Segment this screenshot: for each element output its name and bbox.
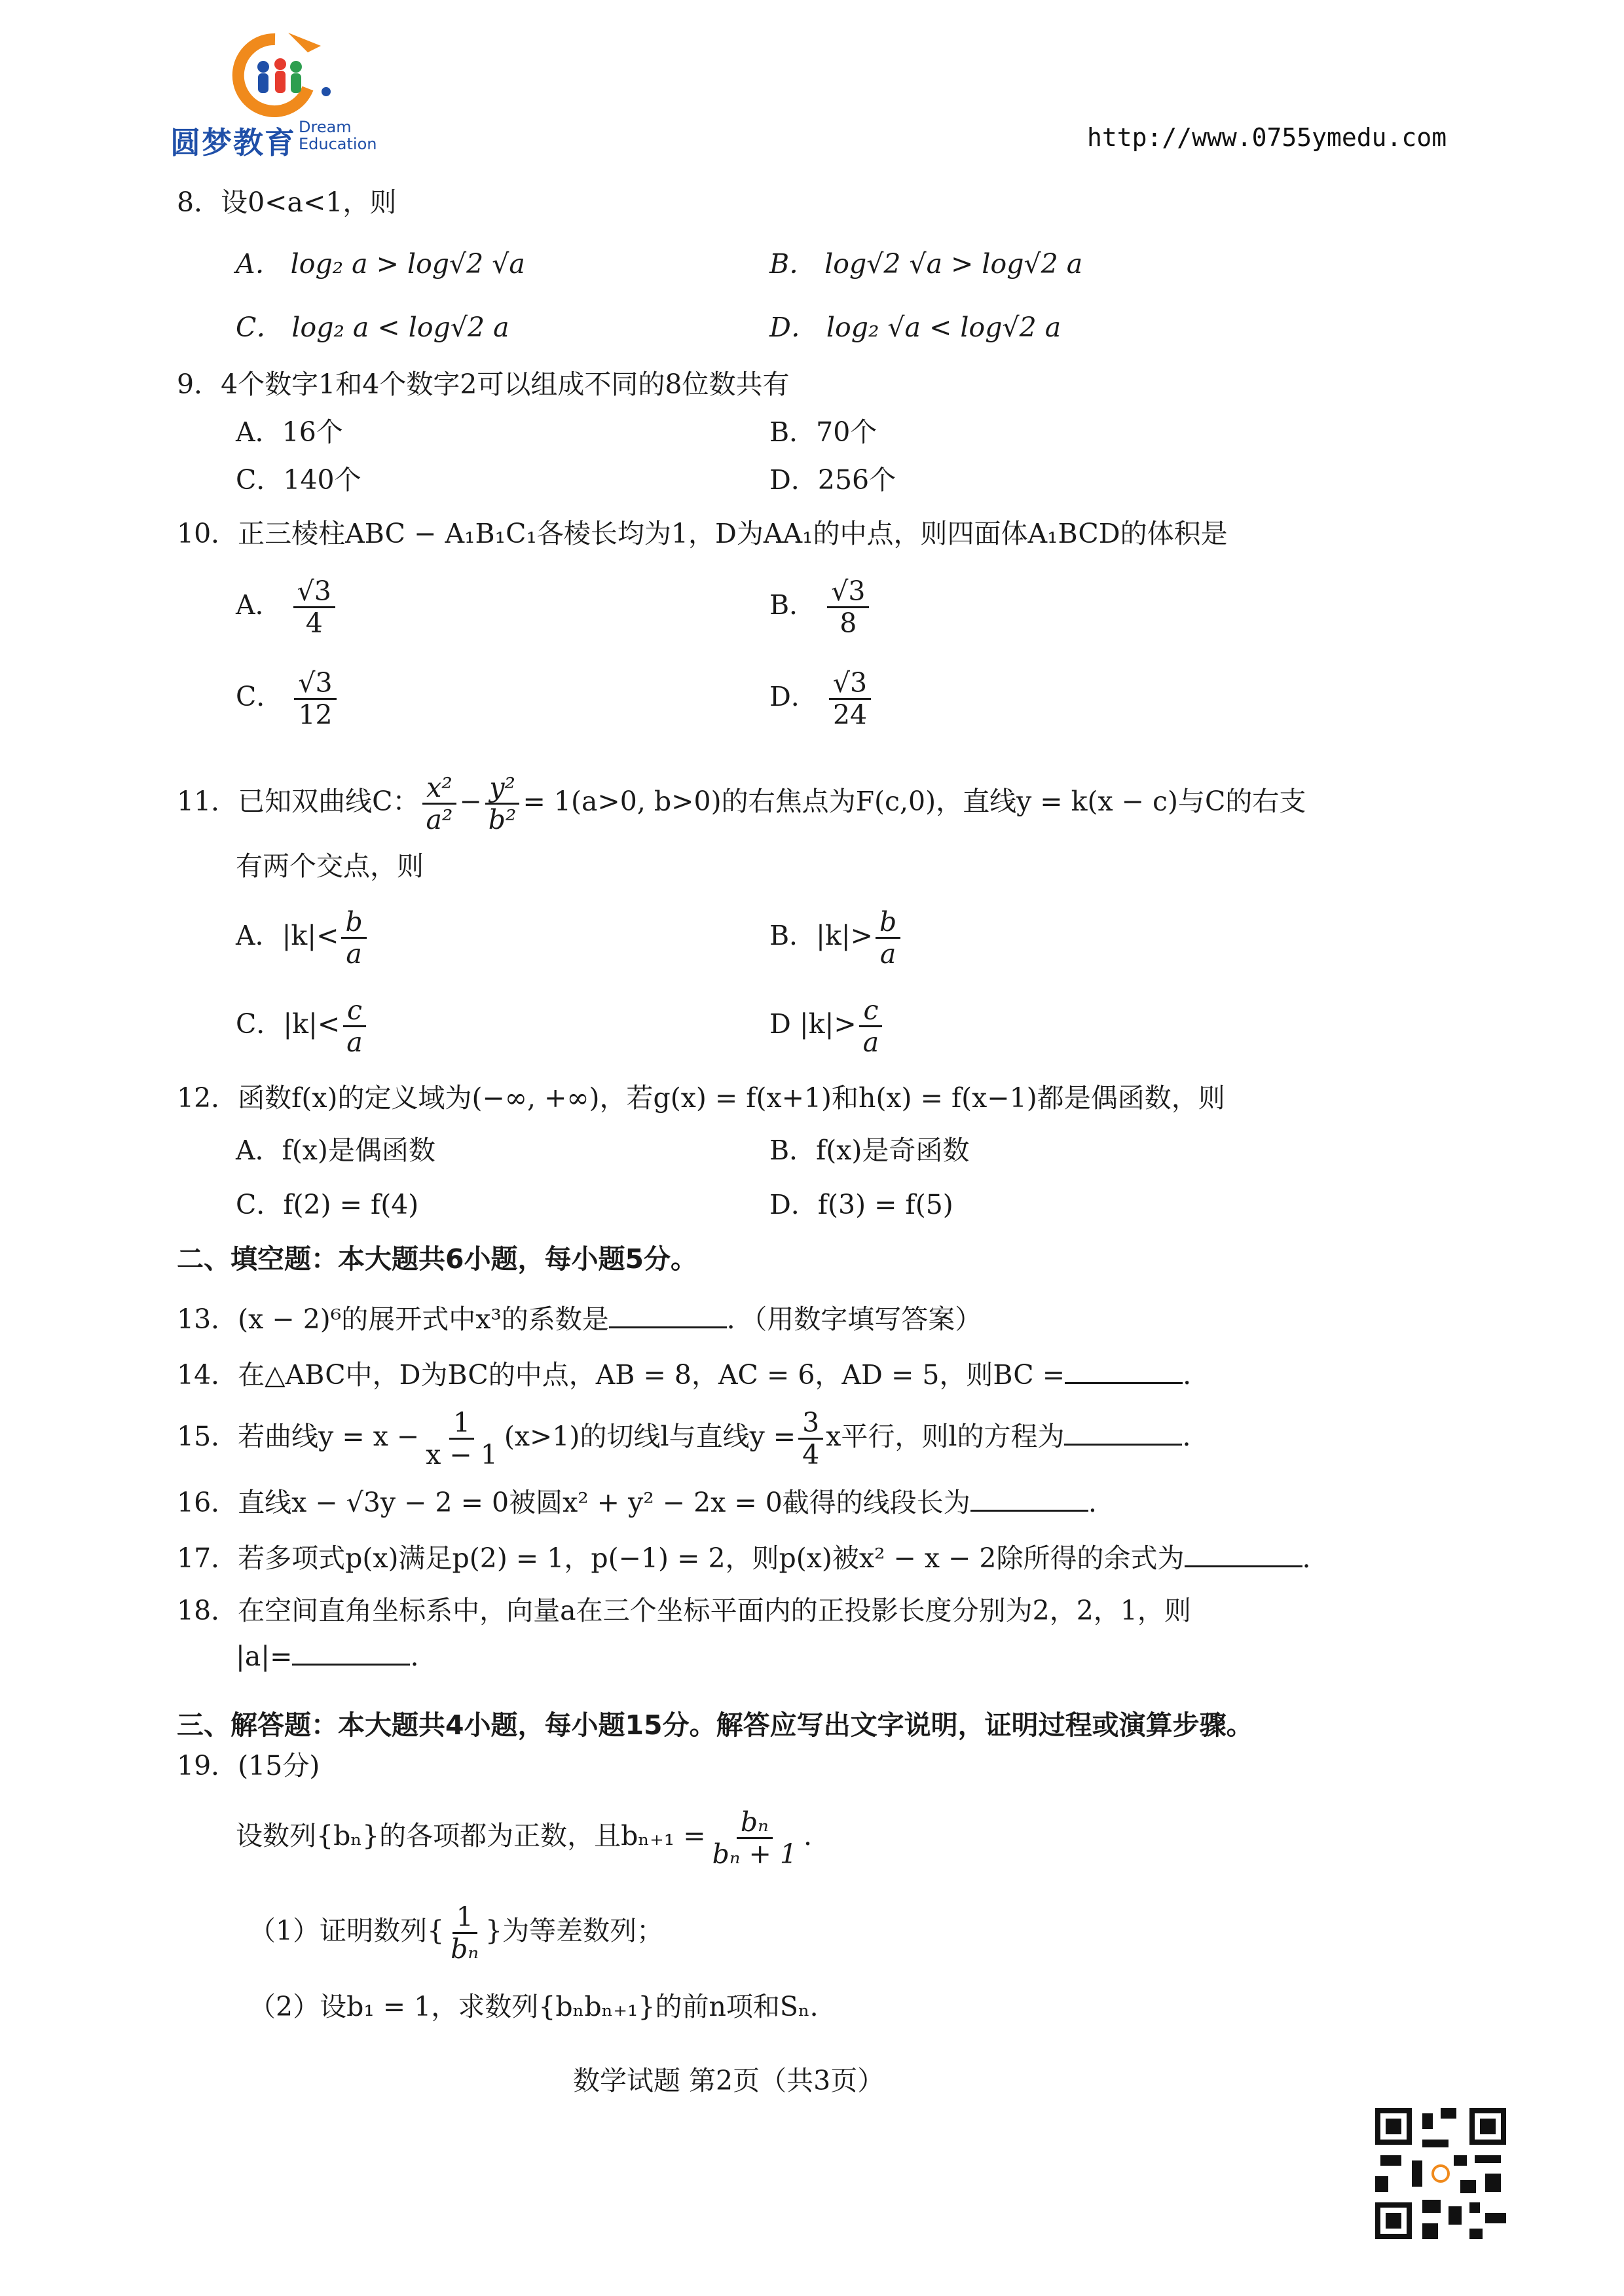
question-12-option-b: B．f(x)是奇函数 <box>769 1135 970 1166</box>
fraction <box>485 773 521 835</box>
question-9-option-d: D．256个 <box>769 464 896 496</box>
answer-blank[interactable] <box>1185 1542 1302 1567</box>
qr-center-logo-icon <box>1431 2164 1450 2183</box>
qr-module <box>1475 2155 1501 2163</box>
question-16 <box>177 1486 1097 1519</box>
fraction <box>827 576 869 638</box>
question-11-stem <box>177 773 1306 835</box>
question-8-option-b: B． log√2 √a > log√2 a <box>769 248 1083 280</box>
denominator: a <box>346 938 362 970</box>
option-label: A．|k|< <box>236 920 339 951</box>
section-3-heading: 三、解答题：本大题共4小题，每小题15分。解答应写出文字说明，证明过程或演算步骤。 <box>177 1709 1253 1741</box>
fraction <box>293 576 335 638</box>
question-10-option-d <box>769 668 874 730</box>
stem-tail: . <box>1088 1487 1097 1518</box>
qr-module <box>1441 2108 1456 2119</box>
question-8-option-d: D． log₂ √a < log√2 a <box>769 312 1061 343</box>
section-2-heading: 二、填空题：本大题共6小题，每小题5分。 <box>177 1243 698 1275</box>
option-label: C．|k|< <box>236 1008 341 1040</box>
answer-blank[interactable] <box>292 1640 410 1666</box>
question-9-option-a: A．16个 <box>236 416 343 448</box>
logo-text-en-1: Dream <box>299 118 352 136</box>
stem-text: 17．若多项式p(x)满足p(2) = 1，p(−1) = 2，则p(x)被x² − x − 2除所得的余式为 <box>177 1542 1185 1574</box>
question-14 <box>177 1358 1191 1391</box>
question-18-line-2 <box>236 1640 418 1673</box>
question-11-stem-line-2: 有两个交点，则 <box>236 850 424 882</box>
numerator: √3 <box>827 576 869 608</box>
fraction <box>422 1408 502 1470</box>
question-10-stem: 10．正三棱柱ABC − A₁B₁C₁各棱长均为1，D为AA₁的中点，则四面体A₁BCD的体积是 <box>177 518 1228 549</box>
qr-finder-top-left-core <box>1386 2119 1401 2134</box>
question-9-stem: 9．4个数字1和4个数字2可以组成不同的8位数共有 <box>177 369 790 400</box>
question-12-option-a: A．f(x)是偶函数 <box>236 1135 435 1166</box>
question-19-part-2: （2）设b₁ = 1，求数列{bₙbₙ₊₁}的前n项和Sₙ． <box>249 1991 837 2022</box>
denominator: bₙ <box>451 1933 479 1965</box>
question-8-option-c: C． log₂ a < log√2 a <box>236 312 509 343</box>
stem-text: }为等差数列； <box>485 1915 664 1946</box>
question-11-option-c <box>236 995 369 1057</box>
question-8-option-a: A． log₂ a > log√2 √a <box>236 248 525 280</box>
minus-sign: − <box>459 786 482 817</box>
qr-module <box>1422 2140 1449 2147</box>
page-footer: 数学试题 第2页（共3页） <box>573 2065 885 2096</box>
fraction <box>342 995 366 1057</box>
stem-text: 设数列{bₙ}的各项都为正数，且bₙ₊₁ = <box>236 1820 706 1851</box>
stem-text: （1）证明数列{ <box>249 1915 445 1946</box>
denominator: b² <box>488 804 517 835</box>
denominator: 4 <box>305 608 323 639</box>
stem-tail: ．（用数字填写答案） <box>726 1303 982 1335</box>
qr-module <box>1375 2176 1388 2192</box>
qr-finder-top-right-core <box>1480 2119 1496 2134</box>
numerator: √3 <box>294 668 336 700</box>
qr-module <box>1469 2229 1483 2239</box>
qr-module <box>1469 2202 1480 2213</box>
logo <box>170 26 380 160</box>
question-10-option-a <box>236 576 338 638</box>
qr-module <box>1412 2160 1422 2187</box>
option-label: A． <box>236 589 282 621</box>
answer-blank[interactable] <box>1065 1358 1183 1384</box>
stem-tail: . <box>1302 1542 1311 1574</box>
stem-text: (x>1)的切线l与直线y = <box>504 1421 796 1452</box>
stem-text: 13．(x − 2)⁶的展开式中x³的系数是 <box>177 1303 609 1335</box>
qr-code[interactable] <box>1375 2108 1506 2239</box>
qr-module <box>1380 2155 1401 2166</box>
numerator: bₙ <box>737 1807 773 1839</box>
answer-blank[interactable] <box>609 1303 727 1328</box>
fraction <box>447 1902 483 1964</box>
qr-module <box>1422 2200 1441 2213</box>
qr-module <box>1454 2155 1467 2166</box>
numerator: 1 <box>452 1902 477 1934</box>
stem-tail: . <box>1182 1421 1191 1452</box>
option-label: D |k|> <box>769 1008 857 1040</box>
question-19-part-1 <box>249 1902 663 1964</box>
header-url[interactable]: http://www.0755ymedu.com <box>1087 123 1447 152</box>
stem-tail: . <box>1183 1359 1192 1391</box>
option-label: B． <box>769 589 817 621</box>
fraction <box>859 995 883 1057</box>
question-11-option-b <box>769 907 903 969</box>
stem-text: 16．直线x − √3y − 2 = 0被圆x² + y² − 2x = 0截得的线段长为 <box>177 1487 970 1518</box>
denominator: x − 1 <box>426 1439 498 1470</box>
stem-tail: . <box>803 1820 813 1851</box>
logo-mark-icon <box>210 26 341 118</box>
logo-text-en-2: Education <box>299 135 377 153</box>
numerator: 3 <box>798 1408 823 1440</box>
fraction <box>798 1408 823 1470</box>
question-10-option-c <box>236 668 339 730</box>
fraction <box>829 668 871 730</box>
question-19-intro <box>236 1807 812 1869</box>
question-19-stem: 19．(15分) <box>177 1750 320 1781</box>
question-15 <box>177 1408 1191 1470</box>
numerator: b <box>876 907 900 939</box>
question-13 <box>177 1303 982 1336</box>
denominator: a² <box>426 804 453 835</box>
denominator: 12 <box>298 699 333 731</box>
denominator: a <box>346 1027 363 1058</box>
numerator: √3 <box>293 576 335 608</box>
question-12-option-d: D．f(3) = f(5) <box>769 1189 953 1220</box>
qr-module <box>1422 2223 1438 2239</box>
option-label: B．|k|> <box>769 920 873 951</box>
qr-module <box>1460 2180 1476 2193</box>
qr-module <box>1485 2213 1506 2223</box>
numerator: 1 <box>449 1408 474 1440</box>
question-12-stem: 12．函数f(x)的定义域为(−∞, +∞)，若g(x) = f(x+1)和h(x) = f(x−1)都是偶函数，则 <box>177 1082 1225 1114</box>
fraction <box>294 668 336 730</box>
denominator: 4 <box>802 1439 820 1470</box>
stem-text: 11．已知双曲线C： <box>177 786 420 817</box>
denominator: 24 <box>832 699 868 731</box>
fraction <box>876 907 900 969</box>
qr-module <box>1422 2113 1433 2129</box>
qr-module <box>1485 2174 1501 2192</box>
question-11-option-a <box>236 907 369 969</box>
answer-blank[interactable] <box>1064 1420 1182 1446</box>
question-8-stem: 8．设0<a<1，则 <box>177 187 397 218</box>
numerator: √3 <box>829 668 871 700</box>
question-9-option-c: C．140个 <box>236 464 361 496</box>
question-18-stem: 18．在空间直角坐标系中，向量a在三个坐标平面内的正投影长度分别为2，2，1，则 <box>177 1595 1191 1626</box>
stem-text: |a|= <box>236 1641 293 1672</box>
numerator: y² <box>485 773 519 805</box>
logo-text-cn: 圆梦教育 <box>170 125 296 160</box>
numerator: x² <box>422 773 456 805</box>
fraction <box>709 1807 801 1869</box>
question-10-option-b <box>769 576 872 638</box>
option-label: D． <box>769 681 818 712</box>
answer-blank[interactable] <box>970 1486 1088 1512</box>
stem-text: 15．若曲线y = x − <box>177 1421 420 1452</box>
fraction <box>341 907 366 969</box>
stem-tail: . <box>410 1641 419 1672</box>
stem-text: x平行，则l的方程为 <box>826 1421 1065 1452</box>
stem-text: = 1(a>0, b>0)的右焦点为F(c,0)，直线y = k(x − c)与C的右支 <box>523 786 1306 817</box>
denominator: a <box>862 1027 879 1058</box>
question-9-option-b: B．70个 <box>769 416 877 448</box>
stem-text: 14．在△ABC中，D为BC的中点，AB = 8，AC = 6，AD = 5，则BC = <box>177 1359 1065 1391</box>
qr-finder-bottom-left-core <box>1386 2213 1401 2229</box>
denominator: a <box>879 938 896 970</box>
option-label: C． <box>236 681 284 712</box>
question-12-option-c: C．f(2) = f(4) <box>236 1189 419 1220</box>
question-11-option-d <box>769 995 885 1057</box>
qr-module <box>1449 2206 1462 2225</box>
numerator: b <box>341 907 366 939</box>
denominator: bₙ + 1 <box>712 1838 797 1870</box>
numerator: c <box>859 995 882 1027</box>
denominator: 8 <box>840 608 857 639</box>
numerator: c <box>343 995 366 1027</box>
fraction <box>422 773 457 835</box>
question-17 <box>177 1542 1311 1575</box>
